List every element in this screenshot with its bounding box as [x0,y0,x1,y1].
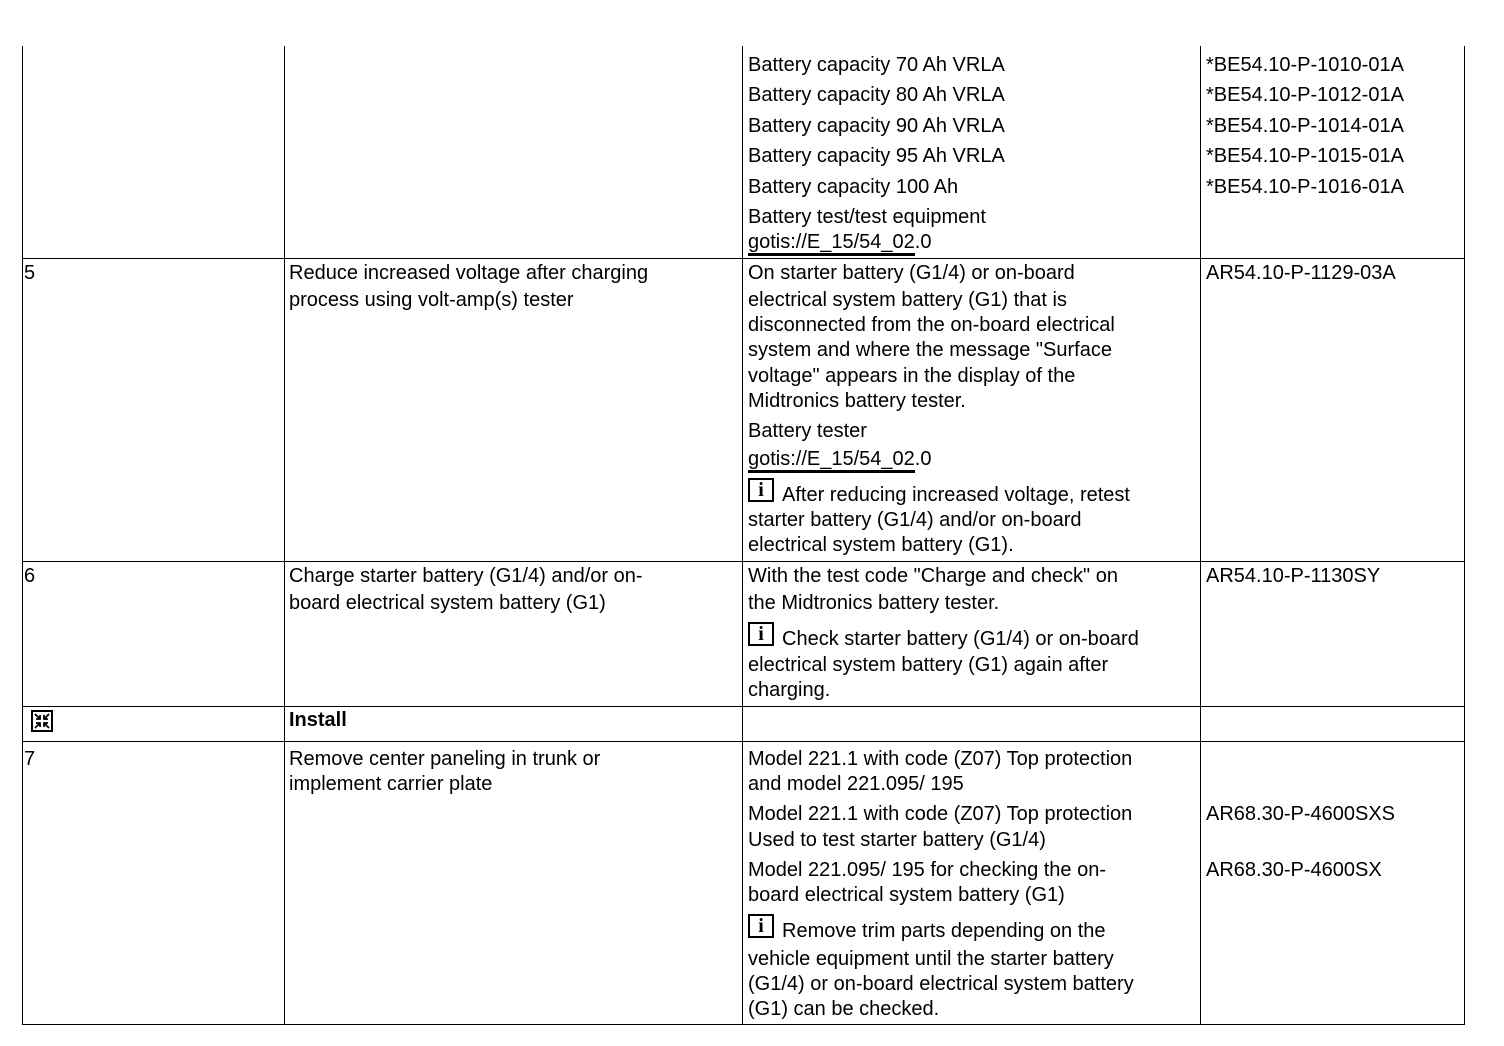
step-note-line: board electrical system battery (G1) [748,884,1065,906]
gotis-link-text[interactable]: gotis://E_15/54_02 [748,231,915,256]
step-note-line: With the test code "Charge and check" on [748,565,1118,587]
step-note-line: system and where the message "Surface [748,339,1112,361]
row-divider [22,741,1465,742]
info-note-line: starter battery (G1/4) and/or on-board [748,509,1082,531]
battery-capacity-doc[interactable]: *BE54.10-P-1010-01A [1206,54,1404,76]
step-note-line: voltage" appears in the display of the [748,365,1076,387]
gotis-link[interactable] [748,230,931,255]
gotis-link-text[interactable]: gotis://E_15/54_02 [748,448,915,473]
battery-capacity-desc: Battery capacity 90 Ah VRLA [748,115,1005,137]
step-note-line: On starter battery (G1/4) or on-board [748,262,1075,284]
info-note-line: After reducing increased voltage, retest [782,484,1130,506]
step-note-line: Model 221.1 with code (Z07) Top protection [748,803,1133,825]
step-action-line: Charge starter battery (G1/4) and/or on- [289,565,643,587]
table-border-left [22,46,23,1025]
battery-capacity-doc[interactable]: *BE54.10-P-1016-01A [1206,176,1404,198]
info-note-line: vehicle equipment until the starter battery [748,948,1114,970]
info-icon: i [748,478,774,502]
battery-tester-label: Battery tester [748,420,867,442]
step-action-line: board electrical system battery (G1) [289,592,606,614]
step-action-line: Remove center paneling in trunk or [289,748,601,770]
step-note-line: Midtronics battery tester. [748,390,966,412]
battery-capacity-desc: Battery capacity 70 Ah VRLA [748,54,1005,76]
gotis-link[interactable] [748,447,931,472]
step-number: 6 [24,565,36,587]
battery-capacity-desc: Battery capacity 100 Ah [748,176,959,198]
table-border-bottom [22,1024,1465,1025]
gotis-link-suffix: .0 [914,231,932,253]
step-action-line: process using volt-amp(s) tester [289,289,574,311]
step-action-line: implement carrier plate [289,773,493,795]
column-divider-2 [742,46,743,1025]
step-number: 5 [24,262,36,284]
info-note-line: (G1/4) or on-board electrical system battery [748,973,1134,995]
step-doc-reference[interactable]: AR68.30-P-4600SXS [1206,803,1396,825]
info-note-line: Check starter battery (G1/4) or on-board [782,628,1139,650]
info-note-line: Remove trim parts depending on the [782,920,1106,942]
step-note-line: and model 221.095/ 195 [748,773,964,795]
info-note-line: charging. [748,679,831,701]
step-number: 7 [24,748,36,770]
step-note-line: disconnected from the on-board electrical [748,314,1115,336]
column-divider-1 [284,46,285,1025]
info-note-line: electrical system battery (G1). [748,534,1014,556]
info-icon: i [748,622,774,646]
step-note-line: Model 221.1 with code (Z07) Top protection [748,748,1133,770]
test-equipment-label: Battery test/test equipment [748,206,986,228]
battery-capacity-doc[interactable]: *BE54.10-P-1015-01A [1206,145,1404,167]
step-doc-reference[interactable]: AR68.30-P-4600SX [1206,859,1382,881]
row-divider [22,706,1465,707]
step-doc-reference[interactable]: AR54.10-P-1129-03A [1206,262,1396,284]
step-note-line: Used to test starter battery (G1/4) [748,829,1046,851]
install-heading: Install [289,709,347,731]
info-note-line: (G1) can be checked. [748,998,940,1020]
step-note-line: electrical system battery (G1) that is [748,289,1067,311]
table-border-right [1464,46,1465,1025]
step-note-line: Model 221.095/ 195 for checking the on- [748,859,1107,881]
step-doc-reference[interactable]: AR54.10-P-1130SY [1206,565,1381,587]
battery-capacity-doc[interactable]: *BE54.10-P-1014-01A [1206,115,1404,137]
info-note-line: electrical system battery (G1) again after [748,654,1109,676]
info-icon: i [748,914,774,938]
battery-capacity-desc: Battery capacity 95 Ah VRLA [748,145,1005,167]
column-divider-3 [1200,46,1201,1025]
gotis-link-suffix: .0 [914,448,932,470]
row-divider [22,258,1465,259]
row-divider [22,561,1465,562]
battery-capacity-doc[interactable]: *BE54.10-P-1012-01A [1206,84,1404,106]
step-action-line: Reduce increased voltage after charging [289,262,649,284]
battery-capacity-desc: Battery capacity 80 Ah VRLA [748,84,1005,106]
step-note-line: the Midtronics battery tester. [748,592,1000,614]
install-icon [31,710,53,732]
